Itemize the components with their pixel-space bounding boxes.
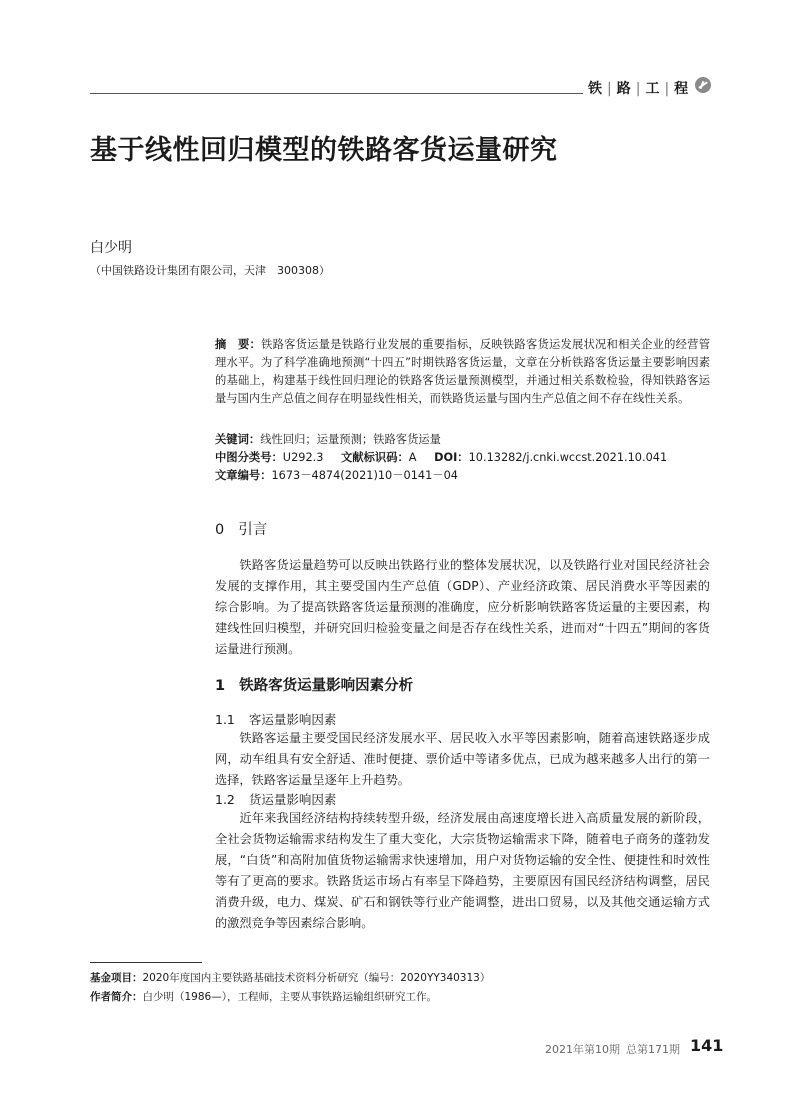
section-heading <box>215 674 413 695</box>
section-number: 1 <box>215 678 226 694</box>
section-char: 铁 <box>588 81 603 97</box>
journal-logo-icon <box>695 77 711 93</box>
abstract-label: 摘 要： <box>215 338 262 351</box>
section-char: 工 <box>645 81 661 97</box>
article-number <box>215 467 710 485</box>
author-name: 白少明 <box>90 240 132 256</box>
paragraph: 近年来我国经济结构持续转型升级，经济发展由高速度增长进入高质量发展的新阶段，全社会货物运输需求结构发生了重大变化，大宗货物运输需求下降，随着电子商务的蓬勃发展，“白货”和高附加值货物运输需求快速增加，用户对货物运输的安全性、便捷性和时效性等有了更高的要求。铁路货运市场占有率呈下降趋势，主要原因有国民经济结构调整，居民消费升级，电力、煤炭、矿石和钢铁等行业产能调整，进出口贸易，以及其他交通运输方式的激烈竞争等因素综合影响。 <box>215 811 710 930</box>
author-bio-text: 白少明（1986—），工程师，主要从事铁路运输组织研究工作。 <box>142 991 437 1003</box>
section-heading <box>215 518 267 539</box>
subsection-number: 1.2 <box>215 792 235 807</box>
page-number: 141 <box>690 1036 724 1055</box>
section-char: 程 <box>674 81 690 97</box>
subsection-number: 1.1 <box>215 712 235 727</box>
section-title: 铁路客货运量影响因素分析 <box>239 678 414 694</box>
subsection-heading <box>215 710 336 728</box>
classification-line <box>215 449 710 467</box>
doi-label: DOI： <box>434 451 469 464</box>
author-bio-footnote <box>90 989 437 1004</box>
doi-value: 10.13282/j.cnki.wccst.2021.10.041 <box>468 451 668 464</box>
header-rule <box>90 93 583 94</box>
clc-label: 中图分类号： <box>215 451 283 464</box>
paragraph: 铁路客运量主要受国民经济发展水平、居民收入水平等因素影响，随着高速铁路逐步成网，动车组具有安全舒适、准时便捷、票价适中等诸多优点，已成为越来越多人出行的第一选择，铁路客运量呈逐年上升趋势。 <box>215 731 710 787</box>
subsection-heading <box>215 790 336 808</box>
clc-value: U292.3 <box>282 451 324 464</box>
issue-number: 2021年第10期 <box>545 1043 620 1056</box>
abstract-text: 铁路客货运量是铁路行业发展的重要指标，反映铁路客货运发展状况和相关企业的经营管理水平。为了科学准确地预测“十四五”时期铁路客货运量，文章在分析铁路客货运量主要影响因素的基础上，构建基于线性回归理论的铁路客货运量预测模型，并通过相关系数检验，得知铁路客运量与国内生产总值之间存在明显线性相关，而铁路货运量与国内生产总值之间不存在线性关系。 <box>215 338 710 405</box>
subsection-title: 客运量影响因素 <box>248 712 337 727</box>
issue-info <box>545 1041 680 1057</box>
section-char: 路 <box>616 81 632 97</box>
funding-label: 基金项目： <box>90 972 143 984</box>
journal-section-tag: 铁 | 路 | 工 | 程 <box>588 81 690 97</box>
abstract <box>215 336 710 408</box>
keywords-text: 线性回归；运量预测；铁路客货运量 <box>260 433 441 446</box>
keywords-label: 关键词： <box>215 433 261 446</box>
article-number-value: 1673－4874(2021)10－0141－04 <box>271 469 458 482</box>
article-title: 基于线性回归模型的铁路客货运量研究 <box>90 135 558 166</box>
total-issue: 总第171期 <box>626 1043 680 1056</box>
doc-code-label: 文献标识码： <box>341 451 409 464</box>
funding-text: 2020年度国内主要铁路基础技术资料分析研究（编号：2020YY340313） <box>142 972 491 984</box>
doc-code-value: A <box>408 451 417 464</box>
funding-footnote <box>90 970 490 985</box>
author-bio-label: 作者简介： <box>90 991 143 1003</box>
article-number-label: 文章编号： <box>215 469 272 482</box>
author-affiliation: （中国铁路设计集团有限公司，天津 300308） <box>90 264 330 277</box>
keywords <box>215 431 710 449</box>
paragraph: 铁路客货运量趋势可以反映出铁路行业的整体发展状况，以及铁路行业对国民经济社会发展的支撑作用，其主要受国内生产总值（GDP）、产业经济政策、居民消费水平等因素的综合影响。为了提高铁路客货运量预测的准确度，应分析影响铁路客货运量的主要因素，构建线性回归模型，并研究回归检验变量之间是否存在线性关系，进而对“十四五”期间的客货运量进行预测。 <box>215 558 710 656</box>
section-title: 引言 <box>238 522 268 538</box>
subsection-title: 货运量影响因素 <box>248 792 337 807</box>
footnote-rule <box>90 962 202 963</box>
section-number: 0 <box>215 522 225 538</box>
